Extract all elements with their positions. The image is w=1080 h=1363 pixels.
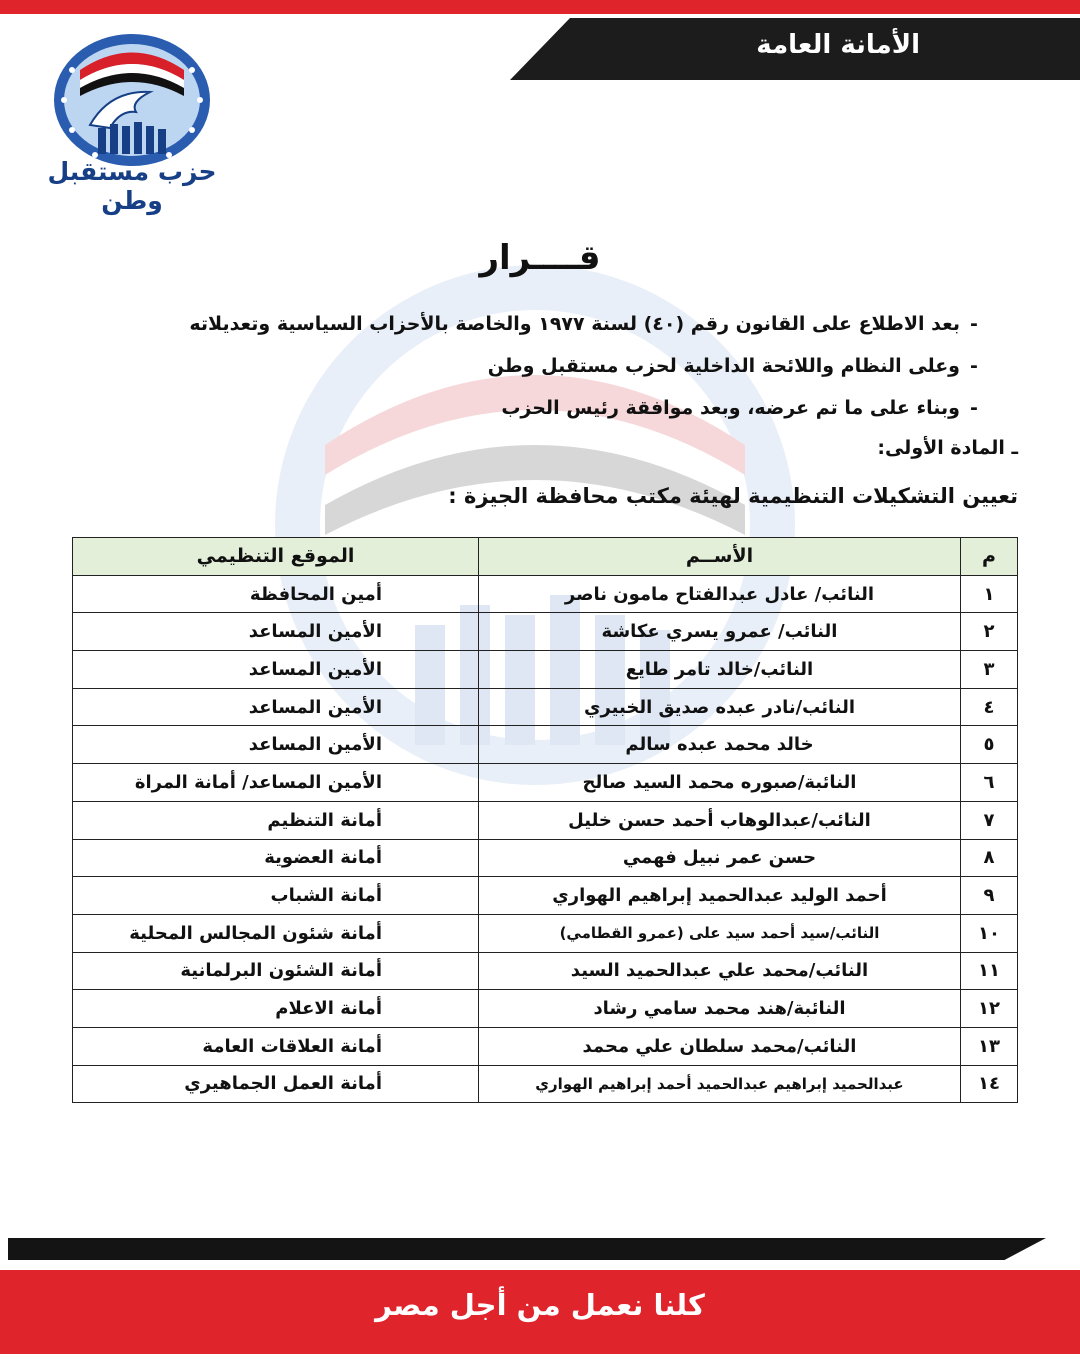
table-row xyxy=(73,801,1018,839)
row-name: عبدالحميد إبراهيم عبدالحميد أحمد إبراهيم الهواري xyxy=(479,1065,961,1103)
row-role: الأمين المساعد xyxy=(73,613,479,651)
row-role: أمانة العضوية xyxy=(73,839,479,877)
row-num: ٦ xyxy=(961,764,1018,802)
row-num: ٧ xyxy=(961,801,1018,839)
row-name: النائب/محمد علي عبدالحميد السيد xyxy=(479,952,961,990)
party-logo-icon xyxy=(50,30,215,170)
decision-subject: تعيين التشكيلات التنظيمية لهيئة مكتب محافظة الجيزة : xyxy=(448,484,1018,508)
table-row xyxy=(73,914,1018,952)
table-row xyxy=(73,1065,1018,1103)
header-role: الموقع التنظيمي xyxy=(73,538,479,576)
table-row xyxy=(73,688,1018,726)
row-name: خالد محمد عبده سالم xyxy=(479,726,961,764)
row-num: ١٣ xyxy=(961,1027,1018,1065)
preamble-line: -بعد الاطلاع على القانون رقم (٤٠) لسنة ١٩٧٧ والخاصة بالأحزاب السياسية وتعديلاته xyxy=(189,313,978,335)
table-row xyxy=(73,726,1018,764)
header-num: م xyxy=(961,538,1018,576)
row-name: حسن عمر نبيل فهمي xyxy=(479,839,961,877)
header-title: الأمانة العامة xyxy=(756,30,920,60)
row-num: ١٢ xyxy=(961,990,1018,1028)
party-name: حزب مستقبل وطن xyxy=(47,157,217,215)
header-name: الأســم xyxy=(479,538,961,576)
row-role: أمانة العلاقات العامة xyxy=(73,1027,479,1065)
row-role: أمانة الاعلام xyxy=(73,990,479,1028)
footer-slogan: كلنا نعمل من أجل مصر xyxy=(375,1288,705,1322)
row-name: النائبة/صبوره محمد السيد صالح xyxy=(479,764,961,802)
row-name: النائب/عبدالوهاب أحمد حسن خليل xyxy=(479,801,961,839)
table-row xyxy=(73,1027,1018,1065)
row-role: الأمين المساعد xyxy=(73,726,479,764)
row-name: أحمد الوليد عبدالحميد إبراهيم الهواري xyxy=(479,877,961,915)
row-name: النائب/نادر عبده صديق الخبيري xyxy=(479,688,961,726)
row-name: النائب/ عمرو يسري عكاشة xyxy=(479,613,961,651)
row-num: ٨ xyxy=(961,839,1018,877)
row-num: ١٤ xyxy=(961,1065,1018,1103)
document-title: قــــرار xyxy=(479,238,601,278)
row-name: النائب/سيد أحمد سيد على (عمرو القطامي) xyxy=(479,914,961,952)
row-role: أمانة الشئون البرلمانية xyxy=(73,952,479,990)
row-num: ١٠ xyxy=(961,914,1018,952)
row-num: ١ xyxy=(961,575,1018,613)
table-row xyxy=(73,952,1018,990)
row-name: النائبة/هند محمد سامي رشاد xyxy=(479,990,961,1028)
top-red-stripe xyxy=(0,0,1080,14)
table-row xyxy=(73,990,1018,1028)
row-num: ٣ xyxy=(961,651,1018,689)
article-heading: ـ المادة الأولى: xyxy=(877,437,1018,459)
row-role: الأمين المساعد xyxy=(73,688,479,726)
appointments-table xyxy=(72,537,1018,1103)
row-num: ٢ xyxy=(961,613,1018,651)
table-row xyxy=(73,839,1018,877)
row-role: أمين المحافظة xyxy=(73,575,479,613)
row-num: ٤ xyxy=(961,688,1018,726)
row-name: النائب/محمد سلطان علي محمد xyxy=(479,1027,961,1065)
table-row xyxy=(73,613,1018,651)
row-name: النائب/خالد تامر طايع xyxy=(479,651,961,689)
table-row xyxy=(73,651,1018,689)
row-num: ٩ xyxy=(961,877,1018,915)
table-row xyxy=(73,764,1018,802)
table-header-row xyxy=(73,538,1018,576)
row-role: الأمين المساعد/ أمانة المراة xyxy=(73,764,479,802)
preamble-line: -وبناء على ما تم عرضه، وبعد موافقة رئيس الحزب xyxy=(501,397,978,419)
row-role: أمانة العمل الجماهيري xyxy=(73,1065,479,1103)
row-role: أمانة الشباب xyxy=(73,877,479,915)
row-role: الأمين المساعد xyxy=(73,651,479,689)
preamble xyxy=(189,303,988,429)
row-role: أمانة التنظيم xyxy=(73,801,479,839)
table-row xyxy=(73,575,1018,613)
row-num: ٥ xyxy=(961,726,1018,764)
preamble-line: -وعلى النظام واللائحة الداخلية لحزب مستقبل وطن xyxy=(487,355,978,377)
row-num: ١١ xyxy=(961,952,1018,990)
row-role: أمانة شئون المجالس المحلية xyxy=(73,914,479,952)
footer-black-band xyxy=(8,1238,1046,1260)
row-name: النائب/ عادل عبدالفتاح مامون ناصر xyxy=(479,575,961,613)
table-row xyxy=(73,877,1018,915)
